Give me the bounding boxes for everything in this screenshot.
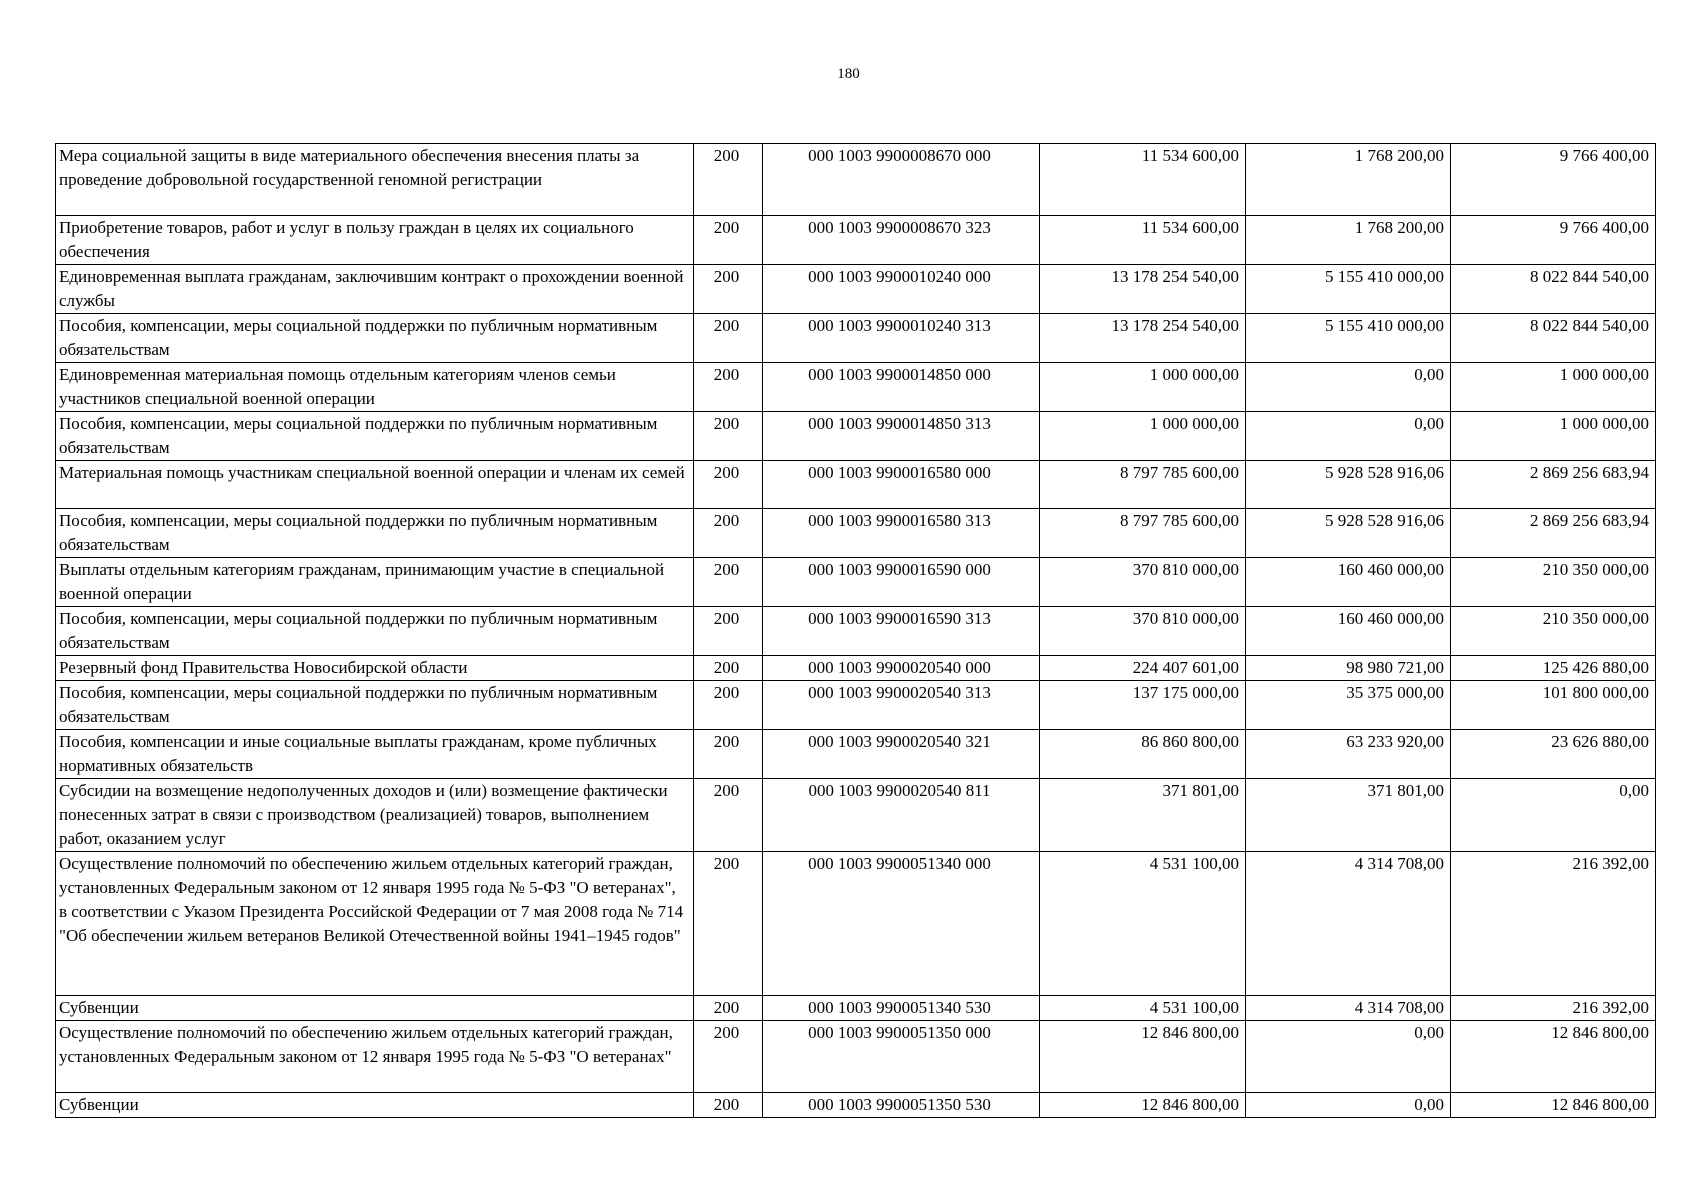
row-code-cell: 200 <box>694 1021 763 1093</box>
row-executed-cell: 1 768 200,00 <box>1246 144 1451 216</box>
row-executed-cell: 5 155 410 000,00 <box>1246 314 1451 363</box>
row-approved-cell: 371 801,00 <box>1040 779 1246 852</box>
row-name-cell: Пособия, компенсации, меры социальной поддержки по публичным нормативным обязательствам <box>56 314 694 363</box>
row-unexecuted-cell: 23 626 880,00 <box>1451 730 1656 779</box>
row-classification-cell: 000 1003 9900008670 000 <box>763 144 1040 216</box>
row-executed-cell: 371 801,00 <box>1246 779 1451 852</box>
row-code-cell: 200 <box>694 265 763 314</box>
row-executed-cell: 0,00 <box>1246 363 1451 412</box>
row-approved-cell: 11 534 600,00 <box>1040 216 1246 265</box>
row-approved-cell: 370 810 000,00 <box>1040 607 1246 656</box>
table-row <box>56 1021 1656 1093</box>
row-name-cell: Субвенции <box>56 1093 694 1118</box>
row-unexecuted-cell: 1 000 000,00 <box>1451 363 1656 412</box>
table-body <box>56 144 1656 1118</box>
row-executed-cell: 35 375 000,00 <box>1246 681 1451 730</box>
row-unexecuted-cell: 216 392,00 <box>1451 996 1656 1021</box>
row-name-cell: Пособия, компенсации и иные социальные выплаты гражданам, кроме публичных нормативных обязательств <box>56 730 694 779</box>
row-unexecuted-cell: 125 426 880,00 <box>1451 656 1656 681</box>
row-code-cell: 200 <box>694 314 763 363</box>
row-classification-cell: 000 1003 9900008670 323 <box>763 216 1040 265</box>
row-executed-cell: 1 768 200,00 <box>1246 216 1451 265</box>
row-name-cell: Выплаты отдельным категориям гражданам, принимающим участие в специальной военной операции <box>56 558 694 607</box>
row-approved-cell: 86 860 800,00 <box>1040 730 1246 779</box>
row-name-cell: Резервный фонд Правительства Новосибирской области <box>56 656 694 681</box>
row-name-cell: Осуществление полномочий по обеспечению жильем отдельных категорий граждан, установленных Федеральным законом от 12 января 1995 года № 5-ФЗ "О ветеранах", в соответствии с Указом Президента Российской Федерации от 7 мая 2008 года № 714 "Об обеспечении жильем ветеранов Великой Отечественной войны 1941–1945 годов" <box>56 852 694 996</box>
row-unexecuted-cell: 9 766 400,00 <box>1451 144 1656 216</box>
row-executed-cell: 63 233 920,00 <box>1246 730 1451 779</box>
row-name-cell: Единовременная материальная помощь отдельным категориям членов семьи участников специальной военной операции <box>56 363 694 412</box>
row-executed-cell: 0,00 <box>1246 412 1451 461</box>
row-executed-cell: 160 460 000,00 <box>1246 558 1451 607</box>
row-name-cell: Приобретение товаров, работ и услуг в пользу граждан в целях их социального обеспечения <box>56 216 694 265</box>
row-unexecuted-cell: 216 392,00 <box>1451 852 1656 996</box>
row-approved-cell: 11 534 600,00 <box>1040 144 1246 216</box>
row-classification-cell: 000 1003 9900051340 530 <box>763 996 1040 1021</box>
row-classification-cell: 000 1003 9900014850 313 <box>763 412 1040 461</box>
row-approved-cell: 8 797 785 600,00 <box>1040 461 1246 509</box>
row-classification-cell: 000 1003 9900051350 000 <box>763 1021 1040 1093</box>
row-executed-cell: 4 314 708,00 <box>1246 852 1451 996</box>
table-row <box>56 461 1656 509</box>
row-unexecuted-cell: 0,00 <box>1451 779 1656 852</box>
row-name-cell: Пособия, компенсации, меры социальной поддержки по публичным нормативным обязательствам <box>56 681 694 730</box>
table-row <box>56 265 1656 314</box>
row-unexecuted-cell: 210 350 000,00 <box>1451 607 1656 656</box>
row-code-cell: 200 <box>694 461 763 509</box>
row-approved-cell: 137 175 000,00 <box>1040 681 1246 730</box>
row-code-cell: 200 <box>694 363 763 412</box>
row-classification-cell: 000 1003 9900020540 321 <box>763 730 1040 779</box>
row-name-cell: Пособия, компенсации, меры социальной поддержки по публичным нормативным обязательствам <box>56 607 694 656</box>
row-code-cell: 200 <box>694 779 763 852</box>
table-row <box>56 607 1656 656</box>
row-classification-cell: 000 1003 9900016590 000 <box>763 558 1040 607</box>
row-code-cell: 200 <box>694 1093 763 1118</box>
row-name-cell: Пособия, компенсации, меры социальной поддержки по публичным нормативным обязательствам <box>56 509 694 558</box>
row-classification-cell: 000 1003 9900016590 313 <box>763 607 1040 656</box>
row-approved-cell: 12 846 800,00 <box>1040 1021 1246 1093</box>
row-approved-cell: 8 797 785 600,00 <box>1040 509 1246 558</box>
row-approved-cell: 370 810 000,00 <box>1040 558 1246 607</box>
row-classification-cell: 000 1003 9900014850 000 <box>763 363 1040 412</box>
row-classification-cell: 000 1003 9900020540 000 <box>763 656 1040 681</box>
row-unexecuted-cell: 2 869 256 683,94 <box>1451 461 1656 509</box>
table-row <box>56 216 1656 265</box>
row-name-cell: Субвенции <box>56 996 694 1021</box>
row-executed-cell: 4 314 708,00 <box>1246 996 1451 1021</box>
row-unexecuted-cell: 2 869 256 683,94 <box>1451 509 1656 558</box>
row-executed-cell: 5 155 410 000,00 <box>1246 265 1451 314</box>
row-code-cell: 200 <box>694 607 763 656</box>
table-row <box>56 144 1656 216</box>
row-classification-cell: 000 1003 9900010240 313 <box>763 314 1040 363</box>
table-row <box>56 1093 1656 1118</box>
row-unexecuted-cell: 8 022 844 540,00 <box>1451 314 1656 363</box>
budget-execution-table <box>55 143 1656 1118</box>
table-row <box>56 996 1656 1021</box>
row-approved-cell: 1 000 000,00 <box>1040 412 1246 461</box>
row-name-cell: Пособия, компенсации, меры социальной поддержки по публичным нормативным обязательствам <box>56 412 694 461</box>
row-classification-cell: 000 1003 9900020540 313 <box>763 681 1040 730</box>
row-approved-cell: 4 531 100,00 <box>1040 996 1246 1021</box>
row-name-cell: Единовременная выплата гражданам, заключившим контракт о прохождении военной службы <box>56 265 694 314</box>
table-row <box>56 852 1656 996</box>
row-code-cell: 200 <box>694 144 763 216</box>
row-code-cell: 200 <box>694 558 763 607</box>
row-classification-cell: 000 1003 9900010240 000 <box>763 265 1040 314</box>
table-row <box>56 412 1656 461</box>
row-approved-cell: 224 407 601,00 <box>1040 656 1246 681</box>
row-code-cell: 200 <box>694 216 763 265</box>
row-executed-cell: 0,00 <box>1246 1093 1451 1118</box>
row-unexecuted-cell: 1 000 000,00 <box>1451 412 1656 461</box>
row-classification-cell: 000 1003 9900016580 313 <box>763 509 1040 558</box>
row-approved-cell: 12 846 800,00 <box>1040 1093 1246 1118</box>
row-classification-cell: 000 1003 9900020540 811 <box>763 779 1040 852</box>
row-executed-cell: 5 928 528 916,06 <box>1246 461 1451 509</box>
row-executed-cell: 5 928 528 916,06 <box>1246 509 1451 558</box>
row-name-cell: Субсидии на возмещение недополученных доходов и (или) возмещение фактически понесенных затрат в связи с производством (реализацией) товаров, выполнением работ, оказанием услуг <box>56 779 694 852</box>
row-unexecuted-cell: 8 022 844 540,00 <box>1451 265 1656 314</box>
row-code-cell: 200 <box>694 509 763 558</box>
row-code-cell: 200 <box>694 412 763 461</box>
row-approved-cell: 13 178 254 540,00 <box>1040 314 1246 363</box>
row-name-cell: Осуществление полномочий по обеспечению жильем отдельных категорий граждан, установленных Федеральным законом от 12 января 1995 года № 5-ФЗ "О ветеранах" <box>56 1021 694 1093</box>
table-row <box>56 558 1656 607</box>
row-executed-cell: 160 460 000,00 <box>1246 607 1451 656</box>
row-approved-cell: 4 531 100,00 <box>1040 852 1246 996</box>
row-executed-cell: 98 980 721,00 <box>1246 656 1451 681</box>
row-unexecuted-cell: 12 846 800,00 <box>1451 1021 1656 1093</box>
table-row <box>56 730 1656 779</box>
table-row <box>56 681 1656 730</box>
row-unexecuted-cell: 101 800 000,00 <box>1451 681 1656 730</box>
row-classification-cell: 000 1003 9900016580 000 <box>763 461 1040 509</box>
row-name-cell: Мера социальной защиты в виде материального обеспечения внесения платы за проведение добровольной государственной геномной регистрации <box>56 144 694 216</box>
row-approved-cell: 1 000 000,00 <box>1040 363 1246 412</box>
row-code-cell: 200 <box>694 656 763 681</box>
table-row <box>56 656 1656 681</box>
page-number: 180 <box>837 66 860 82</box>
table-row <box>56 779 1656 852</box>
row-unexecuted-cell: 210 350 000,00 <box>1451 558 1656 607</box>
row-unexecuted-cell: 9 766 400,00 <box>1451 216 1656 265</box>
row-name-cell: Материальная помощь участникам специальной военной операции и членам их семей <box>56 461 694 509</box>
row-classification-cell: 000 1003 9900051340 000 <box>763 852 1040 996</box>
row-unexecuted-cell: 12 846 800,00 <box>1451 1093 1656 1118</box>
row-code-cell: 200 <box>694 852 763 996</box>
row-approved-cell: 13 178 254 540,00 <box>1040 265 1246 314</box>
row-code-cell: 200 <box>694 996 763 1021</box>
table-row <box>56 509 1656 558</box>
table-row <box>56 363 1656 412</box>
table-row <box>56 314 1656 363</box>
row-code-cell: 200 <box>694 730 763 779</box>
row-code-cell: 200 <box>694 681 763 730</box>
row-classification-cell: 000 1003 9900051350 530 <box>763 1093 1040 1118</box>
row-executed-cell: 0,00 <box>1246 1021 1451 1093</box>
